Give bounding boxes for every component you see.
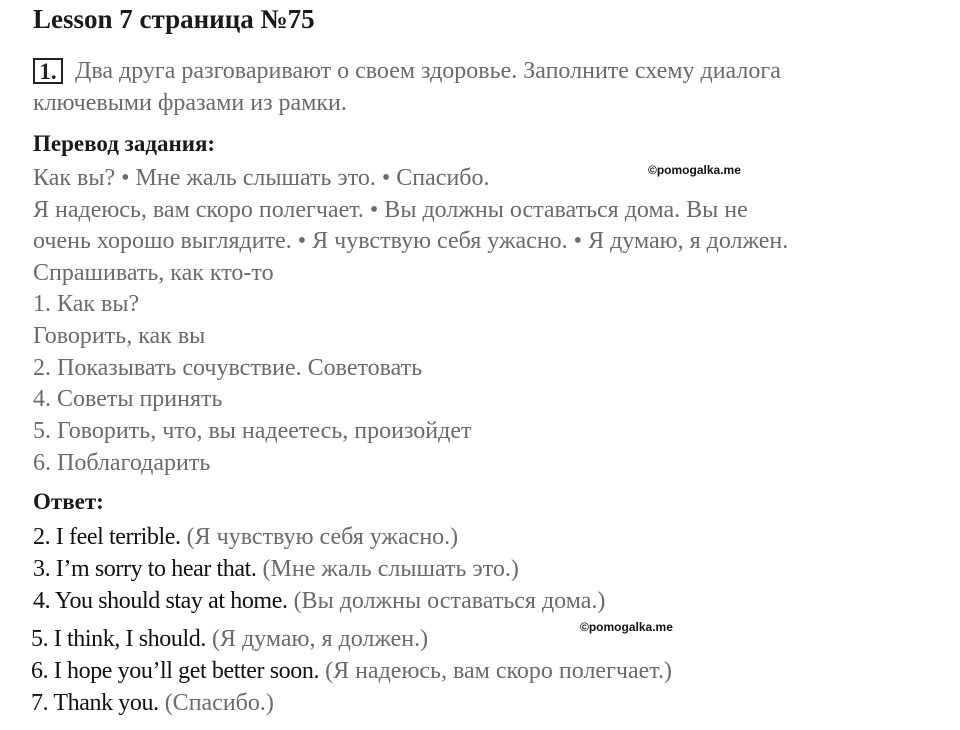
watermark: ©pomogalka.me [648,163,741,177]
answer-russian: (Я надеюсь, вам скоро полегчает.) [325,658,672,684]
translation-line: Я надеюсь, вам скоро полегчает. • Вы должны оставаться дома. Вы не [33,197,748,223]
task-text-line-1: Два друга разговаривают о своем здоровье. Заполните схему диалога [75,58,781,84]
answer-english: 5. I think, I should. [31,626,206,652]
answer-russian: (Вы должны оставаться дома.) [293,588,606,614]
answer-english: 2. I feel terrible. [33,524,181,550]
answer-item [33,521,458,553]
translation-line: Спрашивать, как кто-то [33,260,274,286]
answer-english: 3. I’m sorry to hear that. [33,556,257,582]
answer-english: 6. I hope you’ll get better soon. [31,658,320,684]
task-number-box: 1. [33,58,63,84]
translation-line: 1. Как вы? [33,291,140,317]
task-text-line-2: ключевыми фразами из рамки. [33,90,347,116]
answer-item [33,553,519,585]
translation-heading: Перевод задания: [33,131,216,156]
translation-line: 5. Говорить, что, вы надеетесь, произойдет [33,418,472,444]
translation-line: очень хорошо выглядите. • Я чувствую себя ужасно. • Я думаю, я должен. [33,228,789,254]
answer-item [33,585,605,617]
answer-russian: (Спасибо.) [164,690,274,716]
answer-item [31,655,672,687]
page-title: Lesson 7 страница №75 [33,4,315,34]
translation-line: 2. Показывать сочувствие. Советовать [33,355,423,381]
answer-english: 7. Thank you. [31,690,159,716]
answer-russian: (Я чувствую себя ужасно.) [186,524,459,550]
answer-item [31,623,428,655]
watermark: ©pomogalka.me [580,620,673,634]
answer-russian: (Мне жаль слышать это.) [262,556,519,582]
translation-line: 4. Советы принять [33,386,223,412]
translation-line: Говорить, как вы [33,323,206,349]
answer-russian: (Я думаю, я должен.) [211,626,429,652]
translation-line: Как вы? • Мне жаль слышать это. • Спасибо. [33,165,490,191]
answer-heading: Ответ: [33,489,104,514]
translation-line: 6. Поблагодарить [33,450,211,476]
answer-item [31,687,274,719]
answer-english: 4. You should stay at home. [33,588,288,614]
